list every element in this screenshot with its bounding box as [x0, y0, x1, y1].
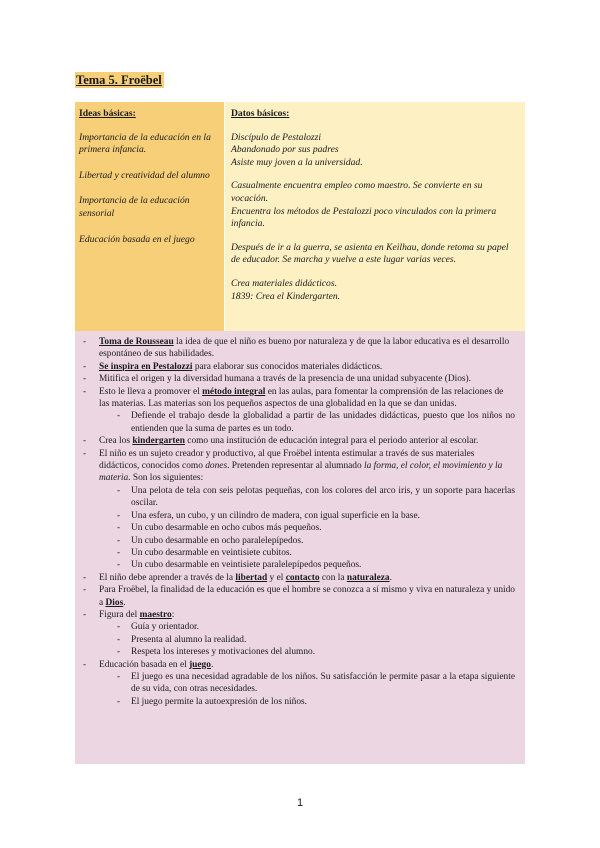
list-item	[79, 336, 515, 361]
idea-item: Importancia de la educación en la primera infancia.	[79, 131, 211, 156]
page-title: Tema 5. Froëbel	[76, 73, 162, 87]
page-number: 1	[296, 797, 304, 809]
item-text: Esto le lleva a promover el	[99, 386, 203, 397]
emphasis: Toma de Rousseau	[99, 337, 174, 347]
data-line: Crea materiales didácticos.	[231, 277, 337, 289]
bullet-dash: -	[117, 671, 121, 682]
notes-box	[75, 331, 525, 764]
bullet-dash: -	[83, 448, 87, 459]
sub-list-item	[79, 535, 515, 547]
idea-item: Libertad y creatividad del alumno	[79, 169, 210, 181]
emphasis: la forma, el color, el movimiento y la materia	[99, 461, 503, 484]
item-text: Presenta al alumno la realidad.	[131, 634, 247, 645]
emphasis: dones	[205, 461, 228, 472]
emphasis: kindergarten	[132, 436, 185, 447]
bullet-dash: -	[117, 523, 121, 534]
summary-table	[75, 102, 525, 331]
sub-list-item	[79, 510, 515, 522]
bullet-dash: -	[83, 572, 87, 583]
data-block	[231, 180, 519, 230]
list-item	[79, 584, 515, 609]
item-text: El niño debe aprender a través de la	[99, 572, 236, 583]
sub-list-item	[79, 547, 515, 559]
emphasis: Se inspira en Pestalozzi	[99, 361, 193, 372]
emphasis: maestro	[139, 609, 172, 620]
emphasis: libertad	[235, 572, 268, 583]
data-line: 1839: Crea el Kindergarten.	[231, 290, 341, 302]
item-text: Un cubo desarmable en ocho paralelepípedos.	[131, 535, 304, 546]
bullet-dash: -	[83, 659, 87, 670]
item-text: Defiende el trabajo desde la globalidad a partir de las unidades didácticas, puesto que los niños no entienden que la suma de partes es un todo.	[131, 411, 515, 434]
emphasis: Dios	[105, 597, 124, 608]
item-text: . Pretenden representar al alumnado	[227, 461, 365, 472]
sub-list-item	[79, 522, 515, 534]
emphasis: método integral	[202, 386, 266, 397]
bullet-dash: -	[83, 386, 87, 397]
item-text: Un cubo desarmable en ocho cubos más pequeños.	[131, 523, 322, 534]
item-text: :	[171, 609, 175, 620]
sub-list-item	[79, 696, 515, 708]
list-item	[79, 373, 515, 385]
item-text: .	[123, 597, 126, 608]
item-text: .	[210, 659, 214, 670]
list-item	[79, 361, 515, 373]
item-text: Crea los	[99, 436, 133, 447]
emphasis: naturaleza	[346, 572, 390, 583]
basic-data-heading: Datos básicos:	[231, 108, 290, 119]
item-text: para elaborar sus conocidos materiales didácticos.	[192, 361, 383, 372]
sub-list-item	[79, 410, 515, 435]
item-text: Figura del	[99, 609, 140, 620]
item-text: Una pelota de tela con seis pelotas pequeñas, con los colores del arco iris, y un soporte para hacerlas oscilar.	[131, 485, 515, 509]
list-item	[79, 386, 515, 411]
data-line: Casualmente encuentra empleo como maestro. Se convierte en su vocación.	[231, 180, 483, 204]
bullet-dash: -	[117, 560, 121, 571]
basic-ideas-heading: Ideas básicas:	[79, 108, 136, 119]
bullet-dash: -	[83, 337, 87, 347]
item-text: con la	[319, 572, 347, 583]
idea-item: Educación basada en el juego	[79, 233, 195, 245]
item-text: Mitifica el origen y la diversidad humana a través de la presencia de una unidad subyacente (Dios).	[99, 374, 471, 385]
data-block	[231, 132, 519, 170]
item-text: Guía y orientador.	[131, 622, 199, 633]
data-line: Abandonado por sus padres	[231, 144, 339, 156]
sub-list-item	[79, 671, 515, 696]
basic-data-column	[225, 102, 525, 331]
item-text: Educación basada en el	[99, 659, 190, 670]
item-text: y el	[267, 572, 286, 583]
list-item	[79, 609, 515, 621]
bullet-dash: -	[83, 361, 87, 372]
bullet-dash: -	[117, 510, 121, 521]
bullet-dash: -	[117, 485, 121, 496]
item-text: la idea de que el niño es bueno por naturaleza y de que la labor educativa es el desarrollo espontáneo de sus habilidades.	[99, 337, 510, 360]
bullet-dash: -	[117, 696, 121, 707]
sub-list-item	[79, 485, 515, 510]
item-text: El juego permite la autoexpresión de los niños.	[131, 696, 308, 707]
item-text: en las aulas, para fomentar la comprensión de las relaciones de las materias. Las materias son los pequeños aspectos de una globalidad en la que se dan unidas.	[99, 386, 504, 410]
item-text: Una esfera, un cubo, y un cilindro de madera, con igual superficie en la base.	[131, 510, 420, 521]
basic-ideas-column	[75, 102, 225, 331]
bullet-dash: -	[83, 585, 87, 596]
item-text: Para Froëbel, la finalidad de la educación es que el hombre se conozca a sí mismo y viva en naturaleza y unido a	[99, 585, 515, 608]
bullet-dash: -	[83, 609, 87, 620]
item-text: El juego es una necesidad agradable de los niños. Su satisfacción le permite pasar a la etapa siguiente de su vida, con otras necesidades.	[131, 671, 515, 695]
item-text: como una institución de educación integral para el periodo anterior al escolar.	[184, 436, 479, 447]
sub-list-item	[79, 646, 515, 658]
list-item	[79, 572, 515, 584]
sub-list-item	[79, 634, 515, 646]
data-line: Asiste muy joven a la universidad.	[231, 156, 363, 168]
item-text: . Son los siguientes:	[128, 473, 204, 484]
bullet-dash: -	[117, 634, 121, 645]
bullet-dash: -	[117, 547, 121, 558]
bullet-dash: -	[117, 411, 121, 422]
bullet-dash: -	[117, 622, 121, 633]
bullet-dash: -	[117, 647, 121, 658]
data-line: Encuentra los métodos de Pestalozzi poco vinculados con la primera infancia.	[231, 205, 497, 230]
emphasis: contacto	[285, 572, 320, 583]
data-line: Después de ir a la guerra, se asienta en Keilhau, donde retoma su papel de educador. Se marcha y vuelve a este lugar varias veces.	[231, 241, 509, 266]
item-text: Un cubo desarmable en veintisiete paralelepípedos pequeños.	[131, 560, 362, 571]
emphasis: juego	[189, 659, 211, 670]
list-item	[79, 435, 515, 447]
item-text: El niño es un sujeto creador y productivo, al que Froëbel intenta estimular a través de sus materiales didácticos, conocidos como	[99, 448, 475, 472]
item-text: Respeta los intereses y motivaciones del alumno.	[131, 647, 316, 658]
bullet-dash: -	[83, 436, 87, 447]
data-block	[231, 278, 519, 303]
bullet-dash: -	[117, 535, 121, 546]
sub-list-item	[79, 559, 515, 571]
bullet-dash: -	[83, 374, 87, 385]
list-item	[79, 448, 515, 485]
idea-item: Importancia de la educación sensorial	[79, 195, 190, 219]
data-line: Discípulo de Pestalozzi	[231, 131, 322, 143]
item-text: .	[389, 572, 392, 583]
data-block	[231, 242, 519, 267]
item-text: Un cubo desarmable en veintisiete cubitos.	[131, 547, 292, 558]
sub-list-item	[79, 621, 515, 633]
list-item	[79, 659, 515, 671]
